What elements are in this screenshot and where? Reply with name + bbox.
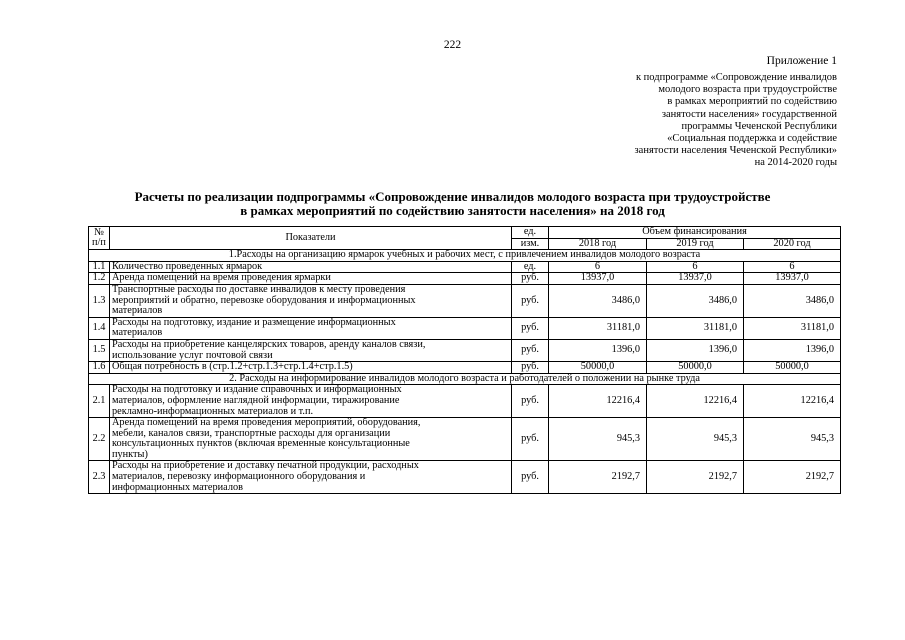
header-number <box>89 227 110 250</box>
row-unit: ед. <box>512 261 549 273</box>
row-indicator-line: рекламно-информационных материалов и т.п. <box>112 405 314 417</box>
row-value: 50000,0 <box>647 362 744 374</box>
row-indicator-line: материалов, оформление наглядной информации, тиражирование <box>112 394 400 406</box>
row-value: 12216,4 <box>647 385 744 418</box>
row-value: 2192,7 <box>647 461 744 494</box>
row-unit: руб. <box>512 461 549 494</box>
row-unit: руб. <box>512 317 549 339</box>
row-unit: руб. <box>512 339 549 361</box>
table-row <box>89 317 841 339</box>
row-indicator-line: материалов <box>112 305 163 317</box>
header-number-line: № <box>94 226 104 238</box>
row-indicator-line: информационных материалов <box>112 481 243 493</box>
section-title: 1.Расходы на организацию ярмарок учебных и рабочих мест, с привлечением инвалидов молодого возраста <box>89 250 841 262</box>
appendix-note-line: занятости населения» государственной <box>661 108 837 120</box>
row-indicator-line: материалов <box>112 327 163 339</box>
row-value: 13937,0 <box>647 273 744 285</box>
row-value: 1396,0 <box>744 339 841 361</box>
table-row <box>89 461 841 494</box>
row-value: 6 <box>744 261 841 273</box>
row-indicator <box>110 461 512 494</box>
row-indicator-line: Общая потребность в (стр.1.2+стр.1.3+стр.1.4+стр.1.5) <box>112 361 353 373</box>
row-indicator-line: использование услуг почтовой связи <box>112 349 273 361</box>
row-number: 1.4 <box>89 317 110 339</box>
row-indicator-line: консультационных пунктов (включая временные консультационные <box>112 438 410 450</box>
row-number: 1.3 <box>89 284 110 317</box>
table-row <box>89 418 841 461</box>
appendix-note-line: в рамках мероприятий по содействию <box>667 96 837 108</box>
row-value: 13937,0 <box>744 273 841 285</box>
row-indicator-line: материалов, перевозку информационного оборудования и <box>112 471 366 483</box>
row-indicator <box>110 273 512 285</box>
row-indicator-line: Расходы на подготовку и издание справочных и информационных <box>112 384 402 396</box>
row-unit: руб. <box>512 362 549 374</box>
table-row <box>89 273 841 285</box>
row-indicator <box>110 362 512 374</box>
header-indicators: Показатели <box>110 227 512 250</box>
row-indicator <box>110 418 512 461</box>
row-value: 3486,0 <box>744 284 841 317</box>
document-title <box>60 190 845 217</box>
header-number-line: п/п <box>92 237 106 249</box>
header-unit-top: ед. <box>512 227 549 239</box>
row-number: 1.1 <box>89 261 110 273</box>
table-row <box>89 362 841 374</box>
row-number: 1.2 <box>89 273 110 285</box>
row-indicator <box>110 339 512 361</box>
header-row <box>89 227 841 239</box>
row-value: 50000,0 <box>549 362 647 374</box>
row-unit: руб. <box>512 385 549 418</box>
row-number: 1.5 <box>89 339 110 361</box>
appendix-title: Приложение 1 <box>766 55 837 67</box>
appendix-note-line: молодого возраста при трудоустройстве <box>658 84 837 96</box>
row-indicator-line: пункты) <box>112 448 148 460</box>
row-number: 2.1 <box>89 385 110 418</box>
row-indicator-line: Расходы на приобретение и доставку печатной продукции, расходных <box>112 460 419 472</box>
row-value: 31181,0 <box>647 317 744 339</box>
row-value: 31181,0 <box>549 317 647 339</box>
section-title: 2. Расходы на информирование инвалидов молодого возраста и работодателей о положении на рынке труда <box>89 373 841 385</box>
row-indicator-line: Количество проведенных ярмарок <box>112 260 263 272</box>
row-value: 6 <box>549 261 647 273</box>
row-indicator-line: мебели, каналов связи, транспортные расходы для организации <box>112 427 391 439</box>
row-indicator-line: Аренда помещений на время проведения мероприятий, оборудования, <box>112 417 421 429</box>
row-value: 12216,4 <box>549 385 647 418</box>
row-value: 3486,0 <box>647 284 744 317</box>
row-value: 1396,0 <box>647 339 744 361</box>
row-indicator-line: мероприятий и обратно, перевозке оборудования и информационных <box>112 294 416 306</box>
table-body <box>89 250 841 494</box>
row-value: 2192,7 <box>744 461 841 494</box>
table-row <box>89 339 841 361</box>
row-value: 2192,7 <box>549 461 647 494</box>
row-value: 3486,0 <box>549 284 647 317</box>
row-value: 945,3 <box>549 418 647 461</box>
table-row <box>89 284 841 317</box>
header-unit-bottom: изм. <box>512 238 549 250</box>
budget-table <box>88 226 841 494</box>
table-row <box>89 385 841 418</box>
row-unit: руб. <box>512 418 549 461</box>
appendix-note-line: «Социальная поддержка и содействие <box>667 133 837 145</box>
row-indicator <box>110 284 512 317</box>
row-value: 31181,0 <box>744 317 841 339</box>
row-unit: руб. <box>512 284 549 317</box>
section-header-row <box>89 373 841 385</box>
row-value: 1396,0 <box>549 339 647 361</box>
row-number: 1.6 <box>89 362 110 374</box>
appendix-note <box>537 72 837 170</box>
row-indicator <box>110 317 512 339</box>
header-year: 2018 год <box>549 238 647 250</box>
row-indicator-line: Аренда помещений на время проведения ярмарки <box>112 272 331 284</box>
row-value: 945,3 <box>647 418 744 461</box>
row-value: 13937,0 <box>549 273 647 285</box>
page-number: 222 <box>443 39 462 51</box>
row-number: 2.3 <box>89 461 110 494</box>
row-value: 945,3 <box>744 418 841 461</box>
row-value: 12216,4 <box>744 385 841 418</box>
row-indicator-line: Расходы на подготовку, издание и размещение информационных <box>112 316 396 328</box>
document-title-line: Расчеты по реализации подпрограммы «Сопровождение инвалидов молодого возраста при трудоустройстве <box>134 189 771 204</box>
row-indicator <box>110 261 512 273</box>
row-indicator <box>110 385 512 418</box>
row-value: 50000,0 <box>744 362 841 374</box>
header-funding: Объем финансирования <box>549 227 841 239</box>
appendix-note-line: к подпрограмме «Сопровождение инвалидов <box>635 72 837 83</box>
header-year: 2020 год <box>744 238 841 250</box>
appendix-note-line: программы Чеченской Республики <box>681 120 837 132</box>
header-year: 2019 год <box>647 238 744 250</box>
section-header-row <box>89 250 841 262</box>
row-value: 6 <box>647 261 744 273</box>
document-title-line: в рамках мероприятий по содействию занятости населения» на 2018 год <box>240 202 665 218</box>
row-number: 2.2 <box>89 418 110 461</box>
row-unit: руб. <box>512 273 549 285</box>
table-row <box>89 261 841 273</box>
appendix-note-line: на 2014-2020 годы <box>754 157 837 169</box>
row-indicator-line: Расходы на приобретение канцелярских товаров, аренду каналов связи, <box>112 338 426 350</box>
appendix-note-line: занятости населения Чеченской Республики» <box>634 145 837 157</box>
row-indicator-line: Транспортные расходы по доставке инвалидов к месту проведения <box>112 283 406 295</box>
